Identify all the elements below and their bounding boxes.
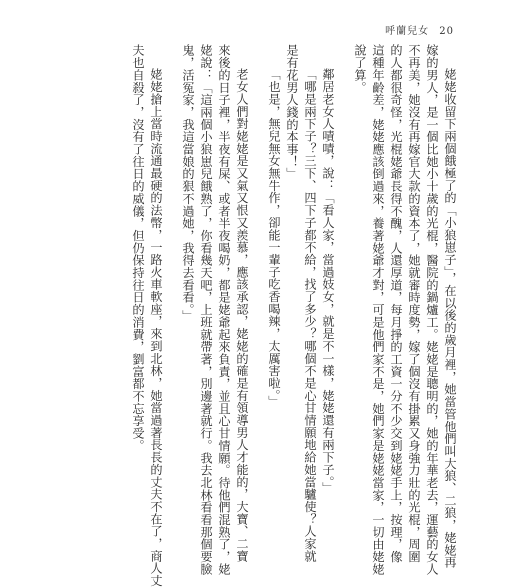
text-column: 的人都很奇怪，光棍姥爺長得不醜，人還厚道，每月掙的工資一分不少交到姥姥手上，按理，像 bbox=[389, 44, 403, 563]
text-column: 鬼，活冤家，我這當娘的狠不過她，我得去看看。」 bbox=[181, 44, 195, 322]
text-column: 老女人們對姥姥是又氣又恨又羨慕，應該承認，姥姥的確是有領導男人才能的，大寶、二寶 bbox=[235, 68, 249, 562]
text-column: 夫也自殺了，沒有了往日的威儀，但仍保持往日的消費，劉富都不忘享受。 bbox=[131, 44, 145, 452]
text-column: 這種年齡差，姥姥應該倒過來，養著姥爺才對，可是他們家不是，她們家是姥姥當家，一切由姥姥 bbox=[371, 44, 385, 576]
book-title: 呼蘭兒女 bbox=[385, 26, 430, 37]
text-column: 說了算。 bbox=[353, 44, 367, 94]
text-column: 來後的日子裡，半夜有屎、或者半夜喝奶，都是姥爺起來負責，並且心甘情願。待他們混熟了，姥 bbox=[217, 44, 231, 576]
text-column: 「哪是兩下子？三下、四下子都不給，找了多少？哪個不是心甘情願地給她當驢使？人家就 bbox=[303, 68, 317, 562]
page-number: 20 bbox=[439, 26, 454, 37]
text-column: 姥姥收留下兩個餓極了的「小狼崽子」，在以後的歲月裡，她當管他們叫大狼、二狼，姥姥再 bbox=[443, 68, 457, 569]
text-column: 姥姥搶上當時流通最硬的法幣，一路火車軟座，來到北林，她當過著長長的丈夫不在了，商人丈 bbox=[149, 68, 163, 587]
text-column: 鄰居老女人嘖嘖，說：「看人家，當過妓女，就是不一樣，姥姥還有兩下子。」 bbox=[321, 68, 335, 495]
running-header bbox=[385, 22, 454, 37]
paragraph-gap bbox=[168, 44, 176, 482]
text-column: 是有花男人錢的本事！」 bbox=[285, 44, 299, 180]
paragraph-gap bbox=[254, 44, 262, 482]
text-column: 「也是，無兒無女無牛作，卻能一輩子吃香喝辣，太厲害啦。」 bbox=[267, 68, 281, 408]
text-column: 姥說：「這兩個小狼崽兒餓熟了，你看幾天吧，上班就帶著，別邊著就行。我去北林看看那個要臉 bbox=[199, 44, 213, 576]
vertical-text-block bbox=[131, 44, 457, 587]
text-column: 不再美，她沒有再嫁官大款的資本了，她就審時度勢，嫁了個沒有掛累又身強力壯的光棍，周圍 bbox=[407, 44, 421, 563]
text-column: 嫁的男人，是一個比她小十歲的光棍，醫院的鍋爐工。姥姥是聰明的，她的年華老去，運藝的女人 bbox=[425, 44, 439, 576]
paragraph-gap bbox=[340, 44, 348, 482]
